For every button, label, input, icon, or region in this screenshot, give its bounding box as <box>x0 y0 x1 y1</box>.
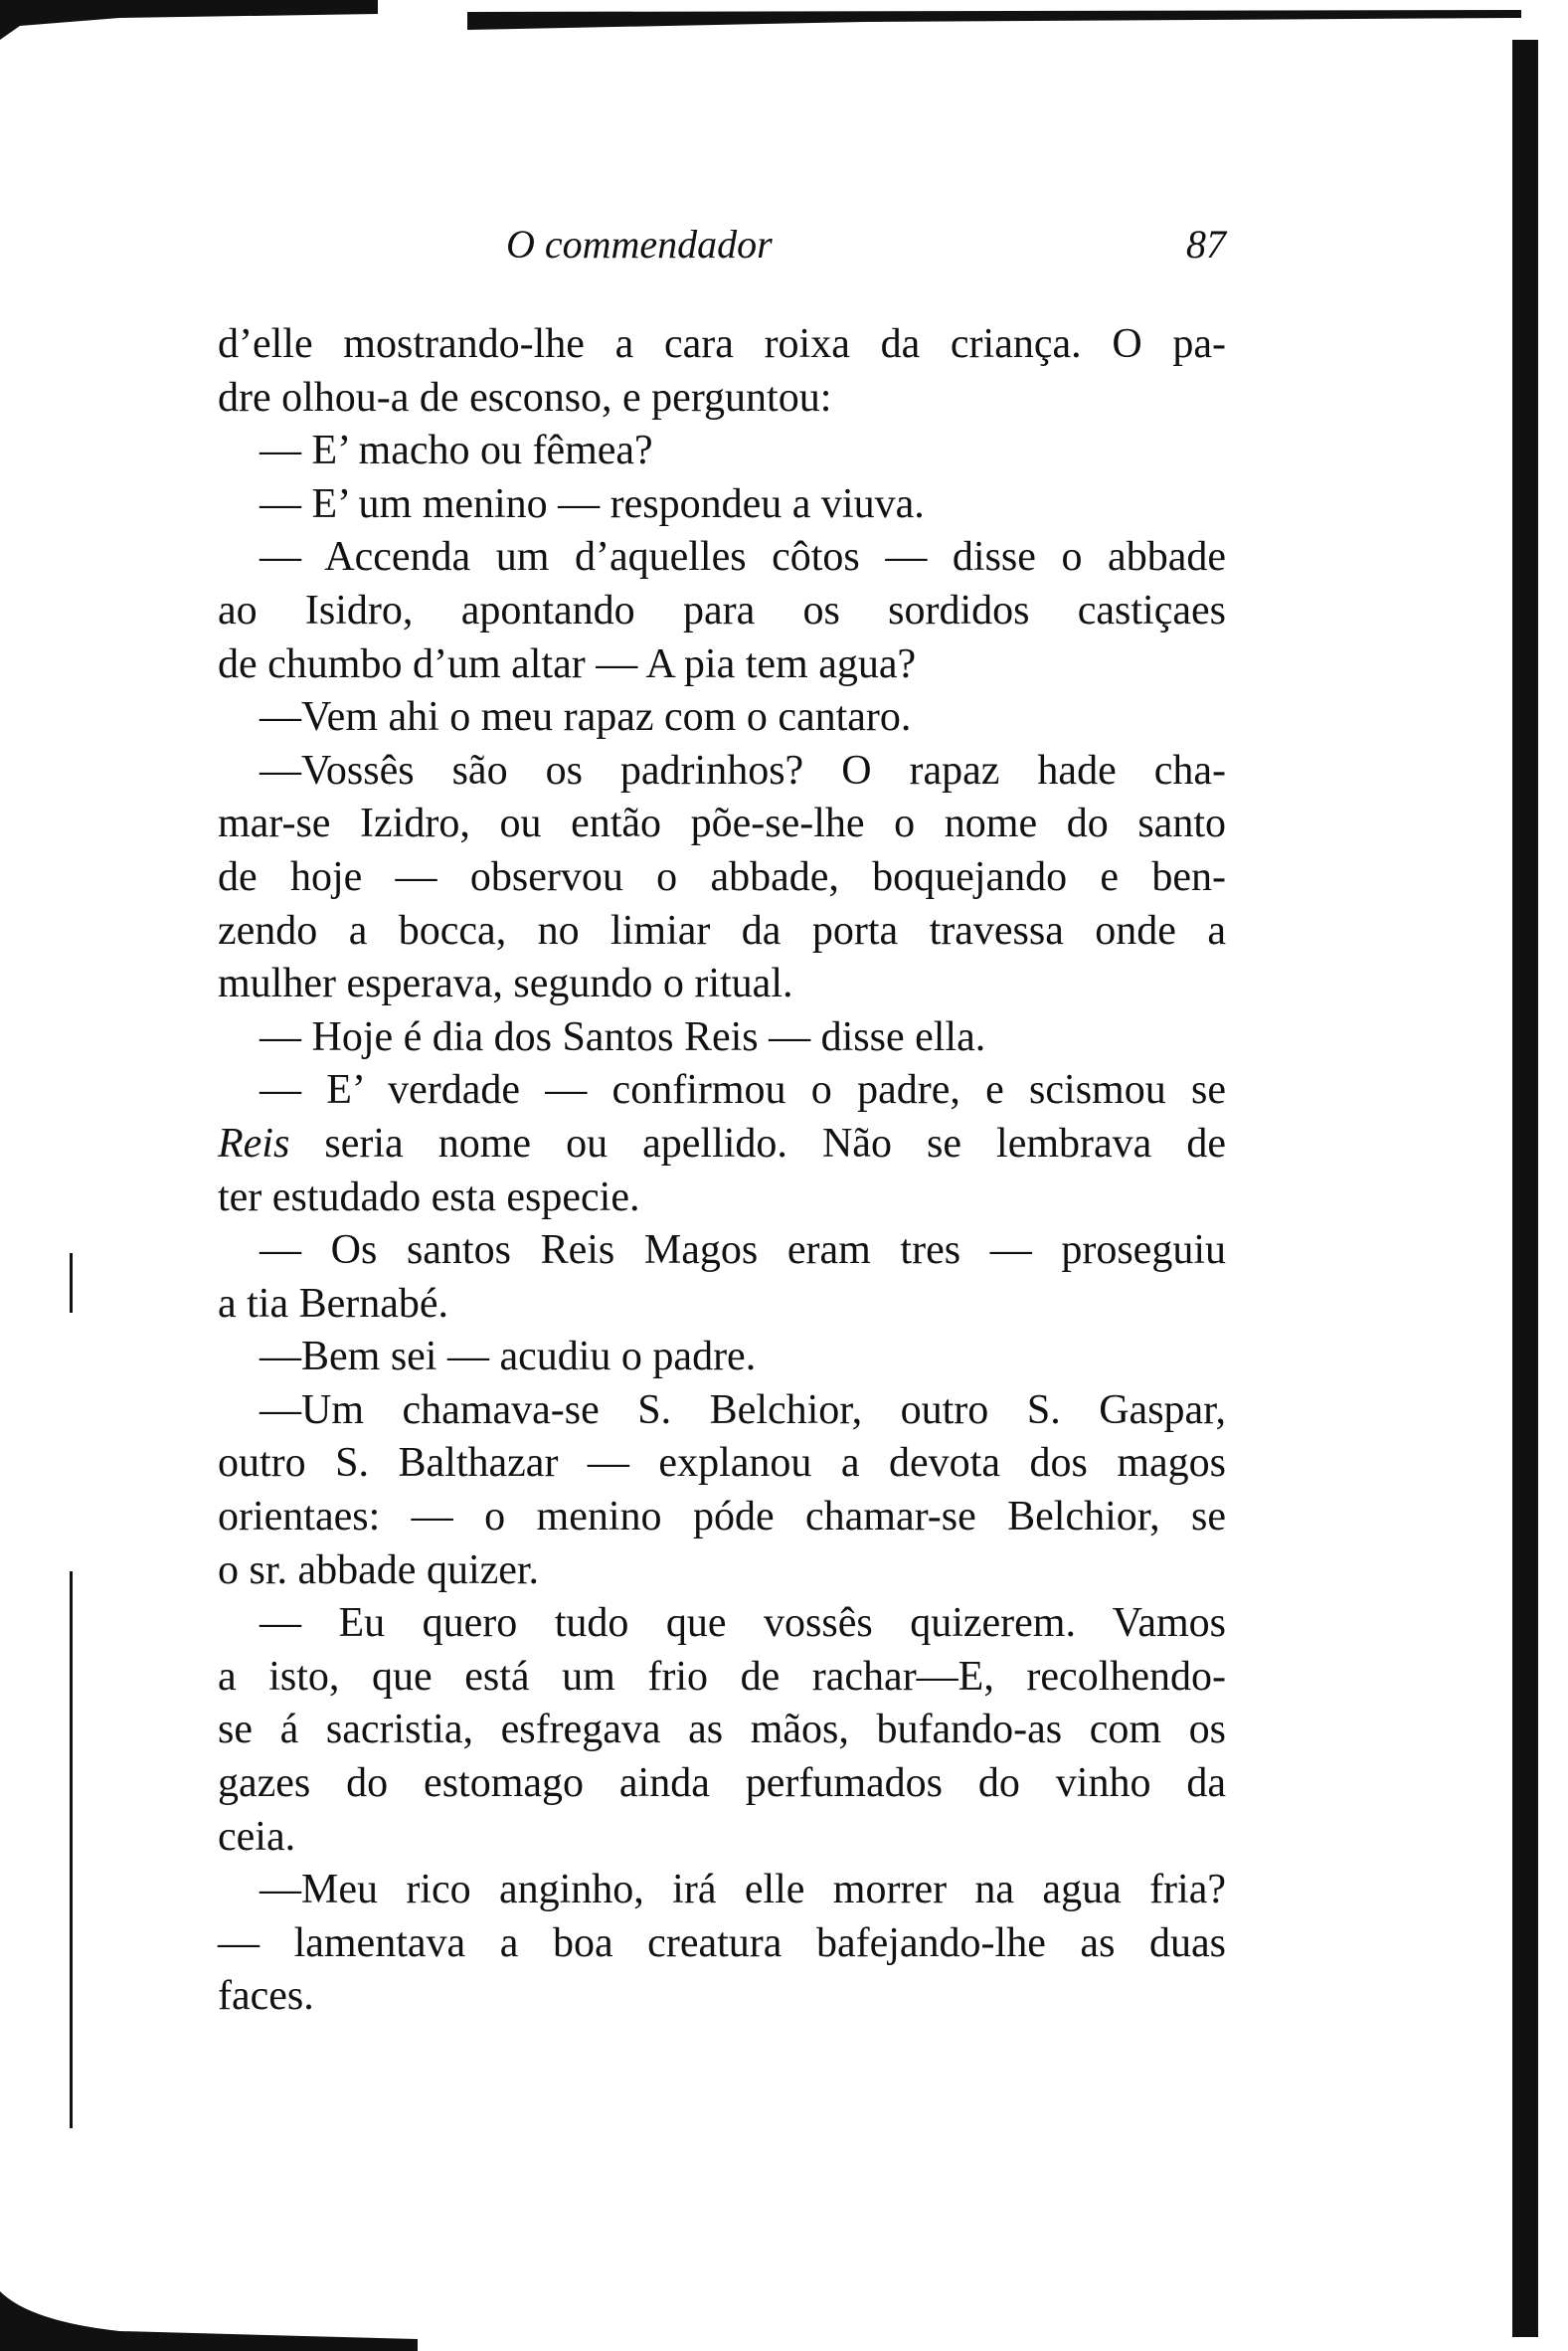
text-line <box>218 1331 1226 1384</box>
text-line <box>218 1118 1226 1172</box>
text-line <box>218 1811 1226 1865</box>
text-line <box>218 1064 1226 1118</box>
margin-mark <box>70 1571 73 2128</box>
text-line <box>218 531 1226 585</box>
line-text: seria nome ou apellido. Não se lembrava de <box>289 1120 1226 1167</box>
line-text: —Bem sei — acudiu o padre. <box>260 1334 757 1380</box>
line-text: de hoje — observou o abbade, boquejando e ben- <box>218 853 1226 900</box>
text-line <box>218 1384 1226 1438</box>
scan-margin-right <box>1538 0 1568 2351</box>
text-line <box>218 691 1226 745</box>
line-text: —Vem ahi o meu rapaz com o cantaro. <box>260 694 912 741</box>
text-line <box>218 478 1226 532</box>
line-text: se á sacristia, esfregava as mãos, bufando-as com os <box>218 1707 1226 1753</box>
line-text: zendo a bocca, no limiar da porta travessa onde a <box>218 907 1226 954</box>
page-number: 87 <box>1186 222 1226 267</box>
line-text: — Os santos Reis Magos eram tres — proseguiu <box>260 1227 1226 1274</box>
text-line <box>218 798 1226 851</box>
text-line <box>218 958 1226 1011</box>
line-text: — Hoje é dia dos Santos Reis — disse ella. <box>260 1013 986 1060</box>
line-text: a isto, que está um frio de rachar—E, recolhendo- <box>218 1653 1226 1700</box>
line-text: d’elle mostrando-lhe a cara roixa da criança. O pa- <box>218 321 1226 367</box>
margin-mark <box>70 1253 73 1313</box>
scan-edge-right <box>1512 40 1538 2337</box>
scan-edge-top <box>467 8 1521 34</box>
line-text: — Eu quero tudo que vossês quizerem. Vamos <box>260 1600 1226 1647</box>
line-text: orientaes: — o menino póde chamar-se Belchior, se <box>218 1494 1226 1540</box>
text-line <box>218 425 1226 478</box>
line-text: —Um chamava-se S. Belchior, outro S. Gaspar, <box>260 1386 1226 1433</box>
line-text: — E’ um menino — respondeu a viuva. <box>260 480 925 527</box>
text-line <box>218 1011 1226 1065</box>
line-text: o sr. abbade quizer. <box>218 1546 540 1593</box>
text-line <box>218 1172 1226 1225</box>
line-text: — E’ macho ou fêmea? <box>260 428 653 474</box>
body-text <box>218 318 1226 2024</box>
line-text: de chumbo d’um altar — A pia tem agua? <box>218 640 917 687</box>
line-text: ao Isidro, apontando para os sordidos castiçaes <box>218 587 1226 633</box>
line-text: — lamentava a boa creatura bafejando-lhe as duas <box>218 1919 1226 1966</box>
italic-word: Reis <box>218 1120 290 1167</box>
line-text: — Accenda um d’aquelles côtos — disse o abbade <box>260 534 1226 581</box>
running-title: O commendador <box>506 222 773 267</box>
text-line <box>218 318 1226 372</box>
line-text: mar-se Izidro, ou então põe-se-lhe o nome do santo <box>218 801 1226 847</box>
text-line <box>218 1970 1226 2024</box>
page-header <box>218 221 1226 280</box>
line-text: gazes do estomago ainda perfumados do vinho da <box>218 1760 1226 1807</box>
line-text: ceia. <box>218 1813 296 1860</box>
text-line <box>218 745 1226 799</box>
text-line <box>218 585 1226 638</box>
text-line <box>218 638 1226 692</box>
text-line <box>218 372 1226 426</box>
text-line <box>218 1757 1226 1811</box>
scan-edge-bottom-left <box>0 2261 418 2351</box>
scan-edge-top-left <box>0 0 378 40</box>
text-line <box>218 1864 1226 1917</box>
line-text: outro S. Balthazar — explanou a devota dos magos <box>218 1440 1226 1487</box>
line-text: ter estudado esta especie. <box>218 1174 640 1220</box>
text-line <box>218 1544 1226 1598</box>
line-text: mulher esperava, segundo o ritual. <box>218 961 793 1007</box>
text-line <box>218 1917 1226 1971</box>
text-line <box>218 1278 1226 1332</box>
text-line <box>218 905 1226 959</box>
text-line <box>218 1597 1226 1651</box>
line-text: dre olhou-a de esconso, e perguntou: <box>218 374 832 421</box>
line-text: a tia Bernabé. <box>218 1280 449 1327</box>
text-line <box>218 1224 1226 1278</box>
text-line <box>218 1651 1226 1705</box>
line-text: —Vossês são os padrinhos? O rapaz hade cha- <box>260 747 1226 794</box>
text-line <box>218 1437 1226 1491</box>
text-line <box>218 851 1226 905</box>
line-text: —Meu rico anginho, irá elle morrer na agua fria? <box>260 1867 1226 1913</box>
text-line <box>218 1491 1226 1544</box>
line-text: faces. <box>218 1973 314 2020</box>
text-line <box>218 1704 1226 1757</box>
line-text: — E’ verdade — confirmou o padre, e scismou se <box>260 1067 1226 1114</box>
